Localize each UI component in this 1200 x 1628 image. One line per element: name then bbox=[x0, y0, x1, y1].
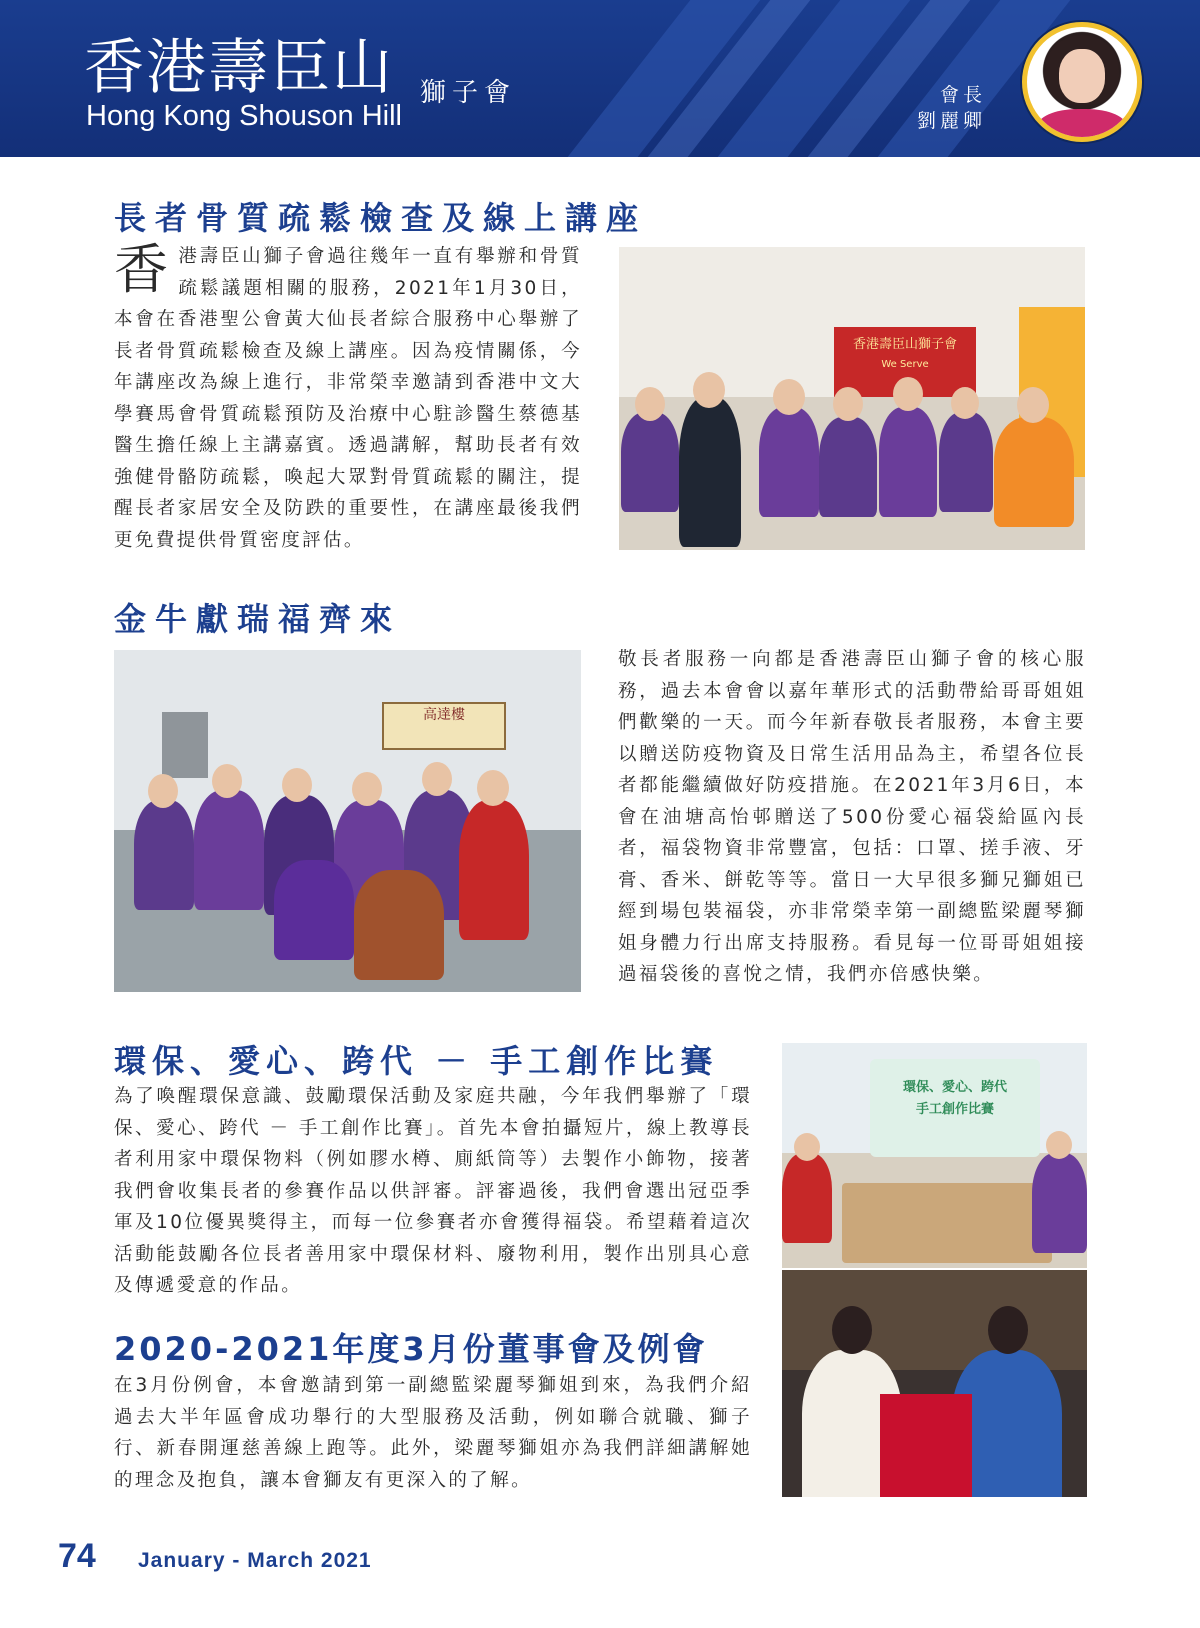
section-body-meeting: 在3月份例會，本會邀請到第一副總監梁麗琴獅姐到來，為我們介紹過去大半年區會成功舉行的大型服務及活動，例如聯合就職、獅子行、新春開運慈善線上跑等。此外，梁麗琴獅姐亦為我們詳細講解她的理念及抱負，讓本會獅友有更深入的了解。 bbox=[114, 1375, 752, 1491]
lions-club-pennant bbox=[880, 1394, 972, 1497]
photo-poster-sub: 手工創作比賽 bbox=[915, 1102, 994, 1117]
photo-poster bbox=[870, 1059, 1040, 1157]
issue-date: January - March 2021 bbox=[138, 1549, 372, 1572]
photo-group bbox=[114, 650, 581, 992]
section-body-craft: 為了喚醒環保意識、鼓勵環保活動及家庭共融，今年我們舉辦了「環保、愛心、跨代 － 手工創作比賽」。首先本會拍攝短片，線上教導長者利用家中環保物料（例如膠水樽、廁紙筒等）去製作小飾物，接著我們會收集長者的參賽作品以供評審。評審過後，我們會選出冠亞季軍及10位優異獎得主，而每一位參賽者亦會獲得福袋。希望藉着這次活動能鼓勵各位長者善用家中環保材料、廢物利用，製作出別具心意及傳遞愛意的作品。 bbox=[114, 1086, 752, 1296]
president-name: 劉麗卿 bbox=[916, 110, 986, 132]
section-body-ox-year: 敬長者服務一向都是香港壽臣山獅子會的核心服務，過去本會會以嘉年華形式的活動帶給哥哥姐姐們歡樂的一天。而今年新春敬長者服務，本會主要以贈送防疫物資及日常生活用品為主，希望各位長者都能繼續做好防疫措施。在2021年3月6日，本會在油塘高怡邨贈送了500份愛心福袋給區內長者，福袋物資非常豐富，包括：口罩、搓手液、牙膏、香米、餅乾等等。當日一大早很多獅兄獅姐已經到場包裝福袋，亦非常榮幸第一副總監梁麗琴獅姐身體力行出席支持服務。看見每一位哥哥姐姐接過福袋後的喜悅之情，我們亦倍感快樂。 bbox=[618, 649, 1086, 985]
president-portrait bbox=[1022, 22, 1142, 142]
section-heading-craft: 環保、愛心、跨代 － 手工創作比賽 bbox=[114, 1042, 719, 1080]
club-name-en: Hong Kong Shouson Hill bbox=[86, 100, 402, 132]
photo-craft bbox=[782, 1043, 1087, 1268]
photo-seminar bbox=[619, 247, 1085, 550]
photo-banner-text: 香港壽臣山獅子會 bbox=[852, 337, 957, 352]
club-name-cn: 香港壽臣山 bbox=[84, 33, 394, 103]
section-body-osteoporosis bbox=[114, 238, 582, 556]
photo-poster-text: 環保、愛心、跨代 bbox=[902, 1080, 1007, 1095]
photo-sign: 高達樓 bbox=[382, 702, 506, 750]
photo-banner-sub: We Serve bbox=[881, 359, 929, 370]
section-body-text: 港壽臣山獅子會過往幾年一直有舉辦和骨質疏鬆議題相關的服務，2021年1月30日，本會在香港聖公會黃大仙長者綜合服務中心舉辦了長者骨質疏鬆檢查及線上講座。因為疫情關係，今年講座改為線上進行，非常榮幸邀請到香港中文大學賽馬會骨質疏鬆預防及治療中心駐診醫生蔡德基醫生擔任線上主講嘉賓。透過講解，幫助長者有效強健骨骼防疏鬆，喚起大眾對骨質疏鬆的關注，提醒長者家居安全及防跌的重要性，在講座最後我們更免費提供骨質密度評估。 bbox=[114, 246, 582, 551]
dropcap: 香 bbox=[114, 238, 171, 301]
club-name-suffix: 獅子會 bbox=[420, 78, 517, 108]
section-heading-osteoporosis: 長者骨質疏鬆檢查及線上講座 bbox=[114, 199, 648, 237]
section-heading-meeting: 2020-2021年度3月份董事會及例會 bbox=[114, 1330, 708, 1368]
page-number: 74 bbox=[58, 1537, 96, 1575]
president-title: 會長 bbox=[939, 84, 986, 106]
header-banner bbox=[0, 0, 1200, 157]
photo-banner-presentation bbox=[782, 1270, 1087, 1497]
section-heading-ox-year: 金牛獻瑞福齊來 bbox=[114, 600, 402, 638]
